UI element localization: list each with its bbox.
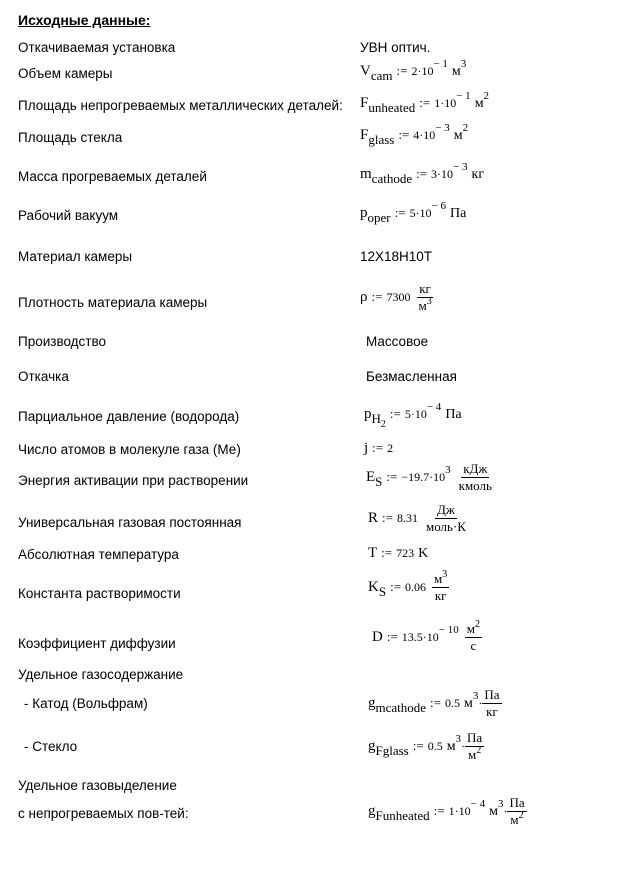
denominator-exponent: 3	[426, 296, 432, 308]
assign-operator: :=	[371, 289, 383, 305]
fraction-denominator	[466, 747, 483, 762]
assign-operator: :=	[412, 738, 424, 754]
assign-operator: :=	[390, 579, 402, 595]
coefficient: 5·10	[409, 206, 432, 220]
value-installation: УВН оптич.	[360, 40, 431, 55]
label-density: Плотность материала камеры	[18, 295, 208, 310]
label-area-unheated: Площадь непрогреваемых металлических деталей:	[18, 98, 343, 113]
assign-operator: :=	[419, 95, 431, 110]
assign-operator: :=	[398, 127, 410, 142]
unit-fraction	[432, 569, 449, 604]
symbol: g	[368, 803, 376, 820]
unit-exponent: 3	[472, 690, 479, 703]
unit: м	[474, 96, 484, 111]
fraction-denominator: кмоль	[458, 478, 492, 494]
fraction-denominator	[508, 812, 525, 827]
symbol: ρ	[360, 289, 368, 306]
coefficient: 1·10	[448, 804, 471, 819]
subscript: Fglass	[375, 743, 409, 759]
label-gas-release: Удельное газовыделение	[18, 778, 177, 793]
unit-fraction	[416, 282, 433, 314]
coefficient: 7300	[386, 290, 411, 305]
denominator-exponent: 2	[476, 745, 482, 757]
subscript: Funheated	[375, 808, 430, 824]
unit-fraction	[424, 503, 468, 535]
unit-exponent: 3	[460, 58, 467, 70]
assign-operator: :=	[386, 469, 398, 485]
formula-temperature	[368, 546, 428, 561]
exponent: − 3	[453, 161, 468, 173]
unit-fraction	[482, 688, 501, 720]
exponent: − 6	[431, 200, 447, 212]
assign-operator: :=	[416, 166, 428, 181]
subscript-index: 2	[380, 419, 386, 430]
label-material: Материал камеры	[18, 249, 133, 264]
label-gas-content: Удельное газосодержание	[18, 667, 184, 682]
exponent: − 1	[433, 58, 448, 70]
symbol: F	[360, 127, 369, 143]
fraction-denominator: кг	[434, 588, 447, 604]
unit: м	[446, 739, 456, 755]
assign-operator: :=	[382, 510, 393, 526]
unit: кг	[471, 167, 485, 182]
assign-operator: :=	[433, 803, 445, 819]
subscript: mcathode	[375, 700, 427, 716]
formula-gas-constant	[368, 503, 468, 535]
label-gas-constant: Универсальная газовая постоянная	[18, 515, 242, 530]
exponent: − 4	[470, 798, 486, 811]
symbol: g	[368, 695, 376, 712]
numerator-unit: м	[466, 621, 475, 636]
formula-glass	[368, 731, 484, 763]
denominator-unit: м	[510, 812, 519, 828]
subscript: glass	[368, 132, 395, 147]
unit-fraction	[465, 619, 482, 654]
coefficient: 5·10	[404, 407, 427, 421]
symbol: p	[364, 406, 372, 422]
symbol: j	[364, 440, 369, 456]
label-area-glass: Площадь стекла	[18, 130, 123, 145]
exponent: − 4	[426, 401, 442, 413]
fraction-numerator: Па	[465, 731, 484, 747]
denominator-unit: м	[418, 298, 427, 314]
formula-activation	[366, 462, 494, 494]
formula-unheated-surfaces	[368, 796, 527, 828]
multiply-dot: ·	[478, 696, 483, 711]
numerator-exponent: 2	[475, 619, 480, 630]
formula-cathode	[368, 688, 502, 720]
label-diffusion: Коэффициент диффузии	[18, 636, 176, 651]
fraction-denominator	[416, 298, 433, 313]
coefficient: 4·10	[413, 128, 436, 142]
assign-operator: :=	[430, 695, 441, 711]
assign-operator: :=	[386, 629, 398, 645]
exponent: 3	[445, 464, 451, 477]
subscript: H	[371, 411, 381, 426]
assign-operator: :=	[394, 205, 406, 220]
multiply-dot: ·	[503, 804, 508, 819]
value-production: Массовое	[366, 334, 429, 349]
symbol: K	[368, 579, 379, 596]
unit: м	[464, 696, 473, 712]
coefficient: 2·10	[411, 64, 434, 78]
coefficient: 0.06	[405, 580, 427, 595]
label-solubility: Константа растворимости	[18, 586, 181, 601]
subscript: S	[375, 474, 383, 490]
formula-vacuum	[360, 200, 467, 225]
formula-mass-heated	[360, 161, 485, 186]
assign-operator: :=	[372, 440, 384, 455]
exponent: − 1	[456, 90, 471, 102]
value-material: 12Х18Н10Т	[360, 249, 433, 264]
multiply-dot: ·	[461, 739, 466, 754]
subscript: cam	[370, 68, 393, 83]
unit: м	[489, 804, 498, 820]
formula-partial-pressure	[364, 401, 462, 430]
symbol: F	[360, 95, 369, 111]
assign-operator: :=	[396, 63, 408, 78]
coefficient: −19.7·10	[401, 470, 446, 485]
exponent: − 10	[438, 624, 459, 637]
subscript: S	[378, 584, 387, 600]
coefficient: 3·10	[431, 167, 454, 181]
formula-density	[360, 282, 434, 314]
coefficient: 13.5·10	[401, 630, 439, 645]
exponent: − 3	[435, 122, 450, 134]
fraction-numerator: Па	[507, 796, 526, 812]
label-vacuum: Рабочий вакуум	[18, 208, 119, 223]
coefficient: 2	[387, 441, 394, 455]
numerator-exponent: 3	[442, 569, 448, 580]
unit: K	[418, 546, 429, 561]
label-cathode: - Катод (Вольфрам)	[24, 696, 148, 711]
label-glass: - Стекло	[24, 739, 78, 754]
coefficient: 8.31	[396, 511, 418, 526]
coefficient: 723	[396, 546, 415, 560]
formula-volume	[360, 58, 467, 83]
unit-exponent: 3	[455, 733, 462, 746]
fraction-numerator	[432, 569, 449, 588]
unit: м	[453, 128, 463, 143]
unit: Па	[445, 407, 462, 422]
heading: Исходные данные:	[18, 12, 151, 28]
unit-exponent: 2	[483, 90, 490, 102]
symbol: T	[368, 545, 378, 561]
label-atoms: Число атомов в молекуле газа (Ме)	[18, 442, 241, 457]
fraction-denominator: с	[470, 638, 477, 654]
fraction-numerator: кДж	[461, 462, 489, 478]
coefficient: 0.5	[445, 696, 460, 711]
unit-fraction	[465, 731, 484, 763]
fraction-numerator: Па	[482, 688, 501, 704]
unit-fraction	[457, 462, 494, 494]
label-production: Производство	[18, 334, 107, 349]
fraction-numerator	[465, 619, 482, 638]
formula-atoms	[364, 441, 393, 456]
fraction-denominator: кг	[486, 704, 498, 720]
symbol: D	[372, 629, 383, 646]
symbol: E	[366, 469, 376, 486]
label-volume: Объем камеры	[18, 66, 113, 81]
denominator-unit: м	[468, 747, 477, 763]
fraction-denominator: моль·К	[425, 519, 466, 535]
coefficient: 0.5	[427, 739, 443, 754]
symbol: m	[360, 166, 372, 182]
assign-operator: :=	[389, 406, 401, 421]
denominator-exponent: 2	[518, 810, 524, 822]
numerator-unit: м	[434, 571, 443, 586]
subscript: oper	[367, 210, 391, 225]
formula-area-glass	[360, 122, 469, 147]
unit-exponent: 3	[497, 798, 504, 811]
unit-fraction	[507, 796, 526, 828]
value-pumping: Безмасленная	[366, 369, 457, 384]
subscript: cathode	[371, 171, 413, 186]
unit: м	[451, 64, 461, 79]
symbol: V	[360, 63, 371, 79]
assign-operator: :=	[381, 545, 393, 560]
fraction-numerator: Дж	[435, 503, 457, 519]
label-installation: Откачиваемая установка	[18, 40, 176, 55]
symbol: R	[368, 510, 379, 527]
subscript: unheated	[368, 100, 416, 115]
label-mass-heated: Масса прогреваемых деталей	[18, 169, 207, 184]
coefficient: 1·10	[434, 96, 457, 110]
unit-exponent: 2	[462, 122, 469, 134]
formula-diffusion	[372, 619, 482, 654]
label-unheated-surfaces: с непрогреваемых пов-тей:	[18, 806, 189, 821]
symbol: g	[368, 738, 376, 755]
formula-solubility	[368, 569, 449, 604]
label-activation: Энергия активации при растворении	[18, 473, 249, 488]
label-pumping: Откачка	[18, 369, 69, 384]
symbol: p	[360, 205, 368, 221]
label-partial-pressure: Парциальное давление (водорода)	[18, 409, 240, 424]
label-temperature: Абсолютная температура	[18, 547, 179, 562]
fraction-numerator: кг	[417, 282, 433, 298]
formula-area-unheated	[360, 90, 490, 115]
unit: Па	[450, 206, 467, 221]
